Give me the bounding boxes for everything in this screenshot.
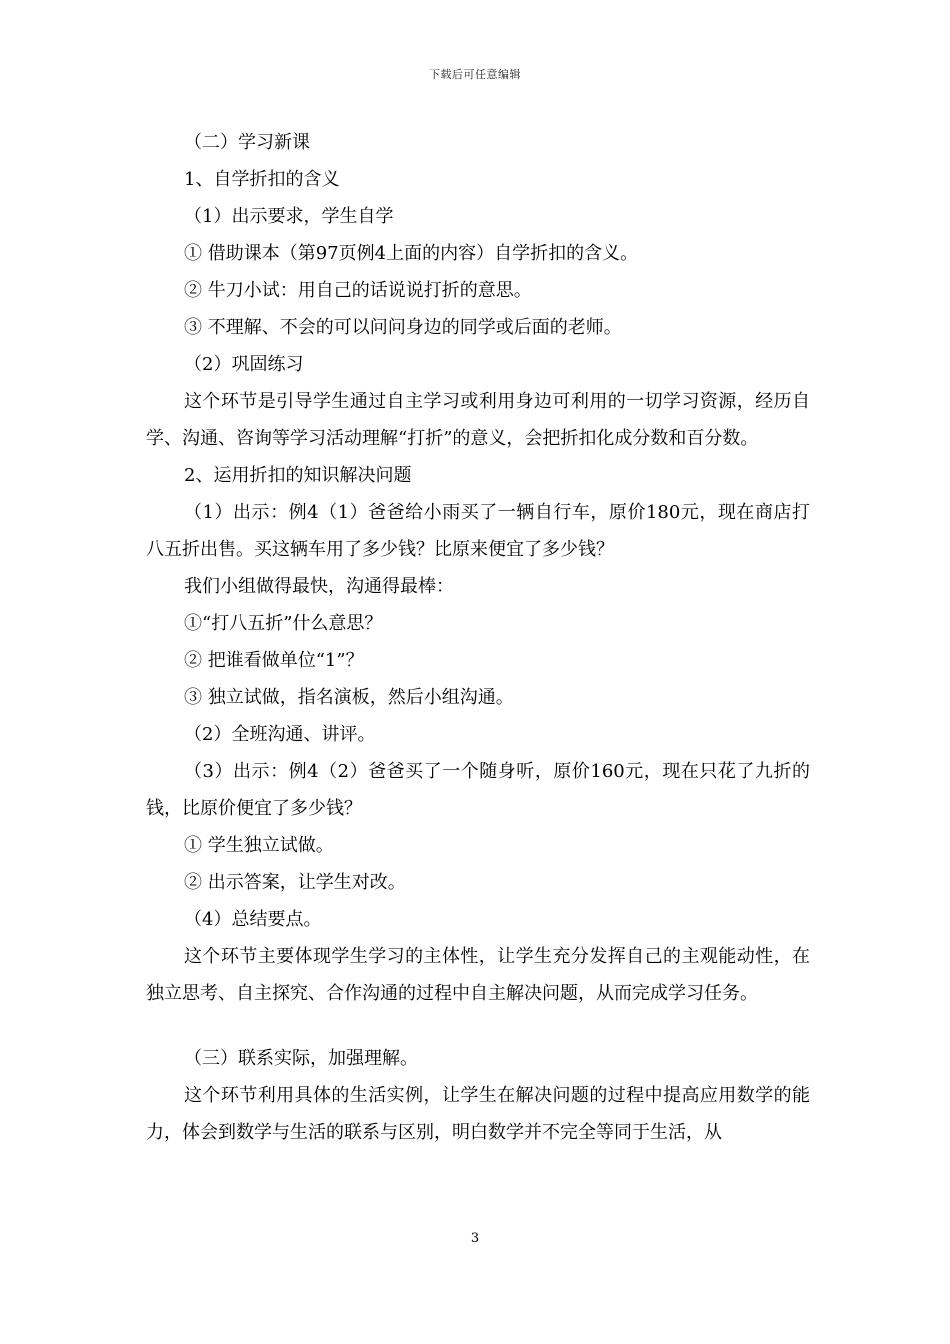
list-item: （2）全班沟通、讲评。 [184, 724, 376, 745]
subsection-heading: 2、运用折扣的知识解决问题 [184, 465, 412, 486]
list-item: （2）巩固练习 [184, 354, 304, 375]
body-paragraph: 这个环节利用具体的生活实例，让学生在解决问题的过程中提高应用数学的能力，体会到数学与生活的联系与区别，明白数学并不完全等同于生活，从 [146, 1085, 810, 1143]
list-item: （1）出示要求，学生自学 [184, 206, 394, 227]
list-item: ② 出示答案，让学生对改。 [184, 872, 406, 893]
list-item: ③ 独立试做，指名演板，然后小组沟通。 [184, 687, 514, 708]
paragraph-spacer [146, 1012, 810, 1040]
list-item: ② 牛刀小试：用自己的话说说打折的意思。 [184, 280, 532, 301]
document-body [146, 124, 810, 1151]
section-heading: （二）学习新课 [184, 132, 310, 153]
list-item: ② 把谁看做单位“1”？ [184, 650, 364, 671]
subsection-heading: 1、自学折扣的含义 [184, 169, 340, 190]
section-heading: （三）联系实际，加强理解。 [184, 1048, 418, 1069]
body-paragraph: 我们小组做得最快，沟通得最棒： [184, 576, 454, 597]
list-item: ③ 不理解、不会的可以问问身边的同学或后面的老师。 [184, 317, 622, 338]
list-item: ① 学生独立试做。 [184, 835, 334, 856]
list-item: ①“打八五折”什么意思？ [184, 613, 383, 634]
body-paragraph: 这个环节主要体现学生学习的主体性，让学生充分发挥自己的主观能动性，在独立思考、自主探究、合作沟通的过程中自主解决问题，从而完成学习任务。 [146, 946, 810, 1004]
page-header: 下载后可任意编辑 [429, 68, 521, 81]
page-number: 3 [470, 1231, 480, 1246]
body-paragraph: （3）出示：例4（2）爸爸买了一个随身听，原价160元，现在只花了九折的钱，比原价便宜了多少钱？ [146, 761, 810, 819]
body-paragraph: 这个环节是引导学生通过自主学习或利用身边可利用的一切学习资源，经历自学、沟通、咨询等学习活动理解“打折”的意义，会把折扣化成分数和百分数。 [146, 391, 810, 449]
list-item: ① 借助课本（第97页例4上面的内容）自学折扣的含义。 [184, 243, 639, 264]
body-paragraph: （1）出示：例4（1）爸爸给小雨买了一辆自行车，原价180元，现在商店打八五折出售。买这辆车用了多少钱？比原来便宜了多少钱？ [146, 502, 810, 560]
list-item: （4）总结要点。 [184, 909, 322, 930]
